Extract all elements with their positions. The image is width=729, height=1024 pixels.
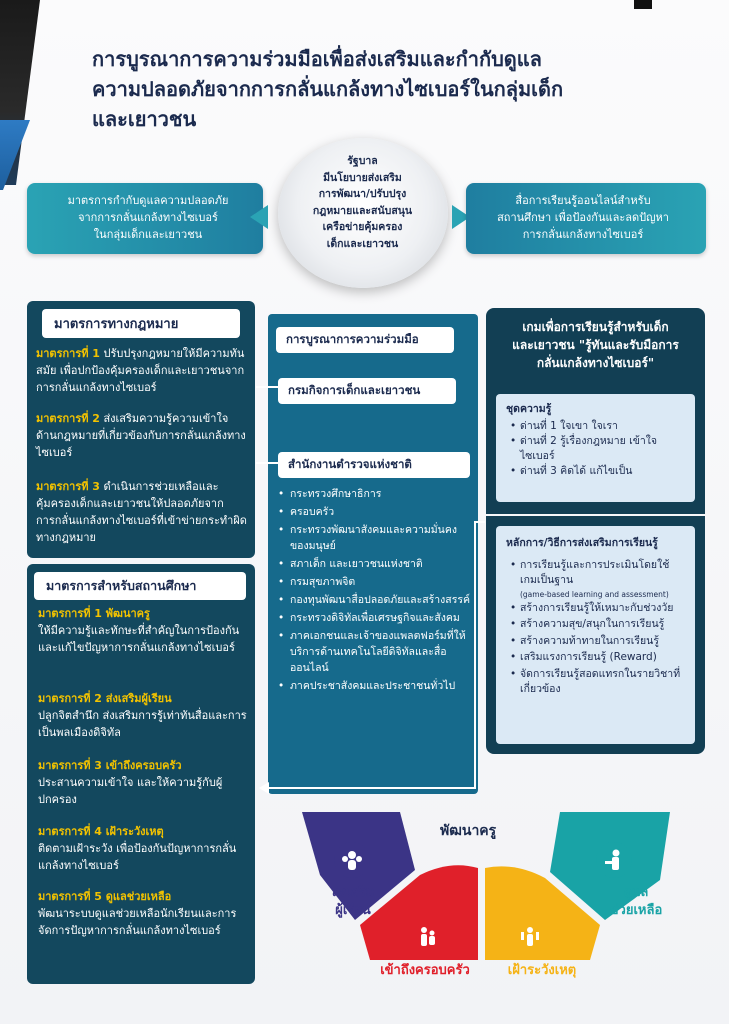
measure-label: มาตรการที่ 4 เฝ้าระวังเหตุ xyxy=(38,825,164,838)
left-box-line: จากการกลั่นแกล้งทางไซเบอร์ xyxy=(78,211,218,224)
measure-label: มาตรการที่ 5 ดูแลช่วยเหลือ xyxy=(38,890,172,903)
right-box-line: สถานศึกษา เพื่อป้องกันและลดปัญหา xyxy=(497,211,669,224)
students-label: ส่งเสริม ผู้เรียน xyxy=(331,885,375,918)
list-item: • กระทรวงดิจิทัลเพื่อเศรษฐกิจและสังคม xyxy=(278,610,470,626)
family-label: เข้าถึงครอบครัว xyxy=(380,963,470,978)
list-item: • ด่านที่ 1 ใจเขา ใจเรา xyxy=(506,419,685,434)
measure-text: ติดตามเฝ้าระวัง เพื่อป้องกันปัญหาการกลั่นแกล้งทางไซเบอร์ xyxy=(38,842,237,872)
school-measure-4 xyxy=(38,823,253,874)
left-box-line: มาตรการกำกับดูแลความปลอดภัย xyxy=(67,194,229,207)
right-box-line: การกลั่นแกล้งทางไซเบอร์ xyxy=(522,228,644,241)
right-box-line: สื่อการเรียนรู้ออนไลน์สำหรับ xyxy=(515,194,651,207)
title-line-1: การบูรณาการความร่วมมือเพื่อส่งเสริมและกำกับดูแล xyxy=(92,47,542,71)
measure-text: ประสานความเข้าใจ และให้ความรู้กับผู้ปกครอง xyxy=(38,776,223,806)
left-box-line: ในกลุ่มเด็กและเยาวชน xyxy=(93,228,203,241)
list-item: • สภาเด็ก และเยาวชนแห่งชาติ xyxy=(278,556,470,572)
title-line-2: ความปลอดภัยจากการกลั่นแกล้งทางไซเบอร์ในกลุ่มเด็ก xyxy=(92,77,564,101)
school-measure-1 xyxy=(38,605,253,656)
monitoring-label: เฝ้าระวังเหตุ xyxy=(507,963,577,978)
law-measure-1 xyxy=(36,345,248,396)
measure-label: มาตรการที่ 2 xyxy=(36,412,100,425)
law-measure-2 xyxy=(36,410,248,461)
list-item: • กรมสุขภาพจิต xyxy=(278,574,470,590)
list-item: • สร้างการเรียนรู้ให้เหมาะกับช่วงวัย xyxy=(506,601,685,617)
method-title: หลักการ/วิธีการส่งเสริมการเรียนรู้ xyxy=(506,537,658,549)
learning-method-card xyxy=(496,526,695,744)
school-measures-header: มาตรการสำหรับสถานศึกษา xyxy=(34,572,246,600)
supervision-measures-box xyxy=(27,183,263,254)
list-item: • ภาคเอกชนและเจ้าของแพลตฟอร์มที่ให้บริการด้านเทคโนโลยีดิจิทัลและสื่อออนไลน์ xyxy=(278,628,470,676)
measure-label: มาตรการที่ 1 พัฒนาครู xyxy=(38,607,150,620)
measure-label: มาตรการที่ 1 xyxy=(36,347,100,360)
law-measure-3 xyxy=(36,478,248,546)
list-item xyxy=(506,558,685,600)
school-measure-2 xyxy=(38,690,253,741)
family-icon xyxy=(410,918,446,954)
list-item: • สร้างความสุข/สนุกในการเรียนรู้ xyxy=(506,617,685,633)
hub-line: เด็กและเยาวชน xyxy=(326,237,399,250)
kit-list xyxy=(506,419,685,479)
method-item-text: การเรียนรู้และการประเมินโดยใช้เกมเป็นฐาน xyxy=(520,558,670,586)
monitoring-icon xyxy=(512,918,548,954)
collaboration-pill: การบูรณาการความร่วมมือ xyxy=(276,327,454,353)
list-item: • กองทุนพัฒนาสื่อปลอดภัยและสร้างสรรค์ xyxy=(278,592,470,608)
list-item: • ภาคประชาสังคมและประชาชนทั่วไป xyxy=(278,678,470,694)
hub-line: การพัฒนา/ปรับปรุง xyxy=(318,188,407,200)
game-title-line: เกมเพื่อการเรียนรู้สำหรับเด็ก xyxy=(522,320,669,334)
measure-label: มาตรการที่ 3 เข้าถึงครอบครัว xyxy=(38,759,182,772)
list-item: • กระทรวงพัฒนาสังคมและความมั่นคงของมนุษย์ xyxy=(278,522,470,554)
government-hub-text xyxy=(300,153,425,252)
hub-line: กฎหมายและสนับสนุน xyxy=(312,204,413,217)
knowledge-kit-card xyxy=(496,394,695,502)
list-item: • กระทรวงศึกษาธิการ xyxy=(278,486,470,502)
hub-line: เครือข่ายคุ้มครอง xyxy=(322,221,403,233)
game-title-line: กลั่นแกล้งทางไซเบอร์" xyxy=(536,356,655,370)
measure-text: ปลูกจิตสำนึก ส่งเสริมการรู้เท่าทันสื่อและการเป็นพลเมืองดิจิทัล xyxy=(38,709,247,739)
game-title-line: และเยาวชน "รู้ทันและรับมือการ xyxy=(512,338,679,352)
police-pill: สำนักงานตำรวจแห่งชาติ xyxy=(278,452,470,478)
students-icon xyxy=(334,842,370,878)
measure-label: มาตรการที่ 3 xyxy=(36,480,100,493)
kit-title: ชุดความรู้ xyxy=(506,403,552,415)
measure-text: ปรับปรุงกฎหมายให้มีความทันสมัย เพื่อปกป้องคุ้มครองเด็กและเยาวชนจากการกลั่นแกล้งทางไซเบอร์ xyxy=(36,347,245,394)
top-marker xyxy=(634,0,652,9)
list-item: • สร้างความท้าทายในการเรียนรู้ xyxy=(506,634,685,650)
title-line-3: และเยาวชน xyxy=(92,107,197,131)
law-measures-header: มาตรการทางกฎหมาย xyxy=(42,309,240,338)
connector-line xyxy=(256,386,278,388)
school-measure-3 xyxy=(38,757,253,808)
dcy-pill: กรมกิจการเด็กและเยาวชน xyxy=(278,378,456,404)
measure-text: พัฒนาระบบดูแลช่วยเหลือนักเรียนและการจัดการปัญหาการกลั่นแกล้งทางไซเบอร์ xyxy=(38,907,237,937)
support-label: ดูแล ช่วยเหลือ xyxy=(609,885,663,918)
hub-line: มีนโยบายส่งเสริม xyxy=(323,171,402,184)
support-icon xyxy=(596,842,632,878)
learning-game-title xyxy=(486,308,705,390)
teacher-development-label: พัฒนาครู xyxy=(440,823,497,839)
measure-text: ดำเนินการช่วยเหลือและคุ้มครองเด็กและเยาวชนให้ปลอดภัยจากการกลั่นแกล้งทางไซเบอร์ที่เข้าข่ายกระทำผิดทางกฎหมาย xyxy=(36,480,247,544)
list-item: • ด่านที่ 2 รู้เรื่องกฎหมาย เข้าใจไซเบอร์ xyxy=(506,434,685,464)
list-item: • ด่านที่ 3 คิดได้ แก้ไขเป็น xyxy=(506,464,685,479)
page-title xyxy=(92,44,692,134)
list-item: • เสริมแรงการเรียนรู้ (Reward) xyxy=(506,650,685,666)
flow-arrow xyxy=(253,510,493,800)
measure-text: ให้มีความรู้และทักษะที่สำคัญในการป้องกันและแก้ไขปัญหาการกลั่นแกล้งทางไซเบอร์ xyxy=(38,624,240,654)
knowledge-kit-panel xyxy=(486,384,705,514)
measure-text: ส่งเสริมความรู้ความเข้าใจด้านกฎหมายที่เกี่ยวข้องกับการกลั่นแกล้งทางไซเบอร์ xyxy=(36,412,246,459)
connector-line xyxy=(256,462,278,464)
list-item: • ครอบครัว xyxy=(278,504,470,520)
method-list xyxy=(506,558,685,698)
hub-line: รัฐบาล xyxy=(347,155,378,167)
school-measure-5 xyxy=(38,888,253,939)
learning-method-panel xyxy=(486,516,705,754)
online-media-box xyxy=(466,183,706,254)
list-item: • จัดการเรียนรู้สอดแทรกในรายวิชาที่เกี่ยวข้อง xyxy=(506,667,685,698)
arrow-left-icon xyxy=(250,205,268,229)
method-note: (game-based learning and assessment) xyxy=(520,589,669,599)
measure-label: มาตรการที่ 2 ส่งเสริมผู้เรียน xyxy=(38,692,172,705)
